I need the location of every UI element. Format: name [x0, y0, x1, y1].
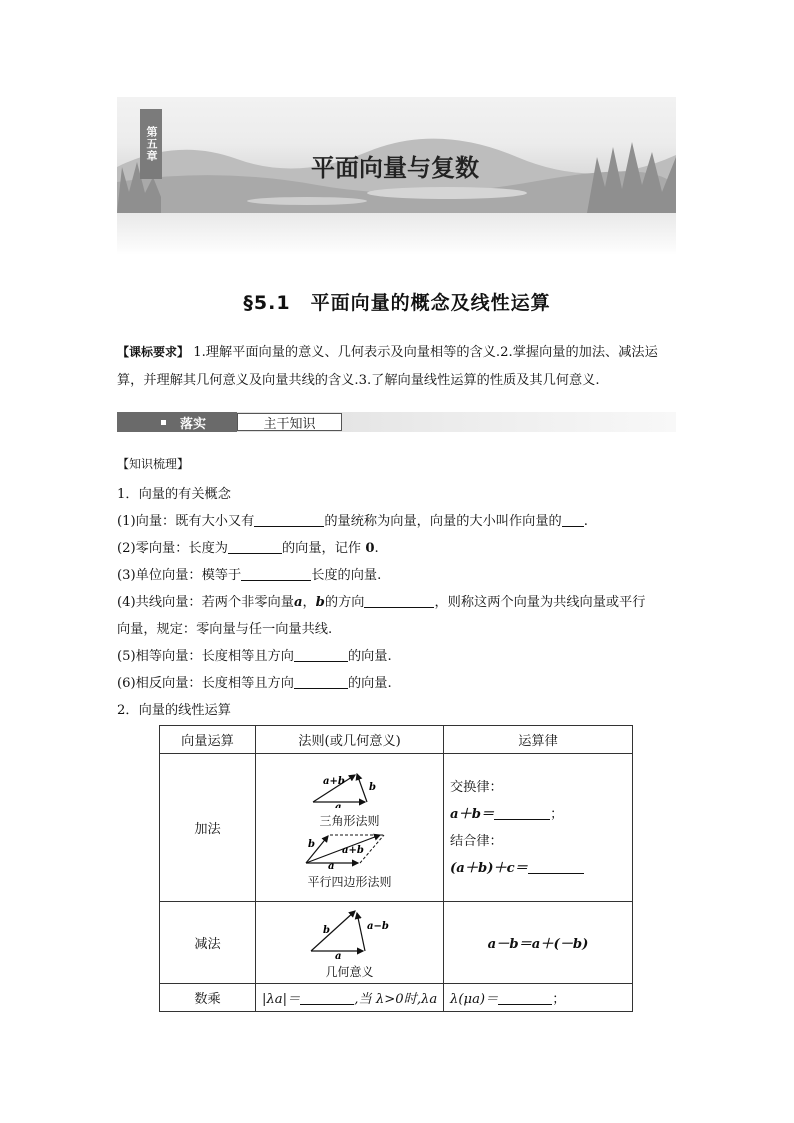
table-row-addition — [160, 754, 633, 902]
section-bar-dark-label: 落实 — [180, 416, 207, 432]
requirements — [117, 338, 679, 395]
line-text: (4)共线向量：若两个非零向量 — [117, 595, 294, 610]
scalar-rule-cond: ,当 λ>0时,λa — [354, 992, 438, 1007]
vector-b: b — [315, 595, 325, 610]
answer-blank[interactable] — [300, 992, 354, 1005]
law-end: ； — [550, 806, 564, 822]
scalar-rule — [256, 984, 444, 1012]
section-title: §5.1 平面向量的概念及线性运算 — [243, 292, 551, 314]
answer-blank[interactable] — [528, 861, 584, 874]
line-text: (3)单位向量：模等于 — [117, 568, 242, 583]
line-text: 的方向 — [324, 595, 365, 610]
knowledge-tag: 【知识梳理】 — [117, 457, 190, 471]
addition-laws — [444, 754, 633, 902]
answer-blank[interactable] — [228, 541, 282, 554]
answer-blank[interactable] — [254, 514, 324, 527]
line-text: 长度的向量. — [311, 568, 382, 583]
line-text: (6)相反向量：长度相等且方向 — [117, 676, 294, 691]
table-header-row — [160, 726, 633, 754]
addition-figures — [256, 754, 444, 902]
associative-label: 结合律： — [450, 833, 503, 849]
chapter-title: 平面向量与复数 — [311, 154, 479, 182]
line-vector — [117, 510, 588, 529]
subtraction-name: 减法 — [160, 902, 256, 984]
line-text: ，则称这两个向量为共线向量或平行 — [434, 595, 646, 610]
subtraction-law — [444, 902, 633, 984]
line-text: (2)零向量：长度为 — [117, 541, 228, 556]
commutative-label: 交换律： — [450, 779, 503, 795]
line-text: . — [583, 514, 588, 529]
vector-a: a — [293, 595, 303, 610]
requirements-text: 1.理解平面向量的意义、几何表示及向量相等的含义.2.掌握向量的加法、减法运算，并理解其几何意义及向量共线的含义.3.了解向量线性运算的性质及其几何意义. — [117, 345, 658, 388]
scalar-rule-expr: |λa|＝ — [262, 992, 301, 1007]
parallelogram-caption: 平行四边形法则 — [307, 874, 392, 889]
section-bar-dark — [117, 412, 237, 432]
line-text: 的向量. — [347, 676, 392, 691]
line-text: (1)向量：既有大小又有 — [117, 514, 255, 529]
answer-blank[interactable] — [294, 649, 348, 662]
line-zero-vector — [117, 537, 379, 556]
header-operation: 向量运算 — [160, 726, 256, 754]
line-equal-vector — [117, 645, 392, 664]
line-text: 的量统称为向量，向量的大小叫作向量的 — [324, 514, 562, 529]
scalar-law-expr: λ(μa)＝ — [450, 992, 499, 1007]
label-a: a — [334, 801, 341, 808]
line-text: ， — [302, 595, 316, 610]
line-opposite-vector — [117, 672, 392, 691]
section-bar-light: 主干知识 — [237, 413, 342, 431]
label-a-plus-b: a+b — [341, 844, 364, 856]
triangle-caption: 三角形法则 — [319, 813, 380, 828]
answer-blank[interactable] — [498, 992, 552, 1005]
table-row-subtraction — [160, 902, 633, 984]
associative-law — [450, 855, 632, 882]
line-text: 的向量，记作 — [282, 541, 362, 556]
label-a-plus-b: a+b — [322, 775, 345, 787]
chapter-tab: 第五章 — [140, 109, 162, 179]
label-a: a — [334, 951, 341, 959]
line-text: 的向量. — [347, 649, 392, 664]
answer-blank[interactable] — [241, 568, 311, 581]
label-a: a — [327, 860, 334, 869]
associative-expr: (a＋b)＋c＝ — [450, 860, 528, 876]
addition-name: 加法 — [160, 754, 256, 902]
label-b: b — [368, 781, 376, 793]
subtraction-figure — [256, 902, 444, 984]
parallelogram-rule-diagram — [300, 829, 400, 869]
table-row-scalar — [160, 984, 633, 1012]
header-law: 运算律 — [444, 726, 633, 754]
label-b: b — [322, 925, 330, 936]
commutative-law — [450, 801, 632, 828]
square-bullet-icon — [161, 420, 166, 425]
line-unit-vector — [117, 564, 381, 583]
label-b: b — [307, 838, 315, 850]
commutative-expr: a＋b＝ — [450, 806, 495, 822]
zero-vector-symbol: 0 — [365, 541, 375, 556]
subtraction-caption: 几何意义 — [325, 965, 374, 979]
linear-operations-table — [159, 725, 633, 1012]
line-collinear-cont: 向量，规定：零向量与任一向量共线. — [117, 622, 333, 637]
subtraction-diagram — [305, 905, 395, 959]
answer-blank[interactable] — [364, 595, 434, 608]
law-end: ； — [552, 992, 566, 1007]
answer-blank[interactable] — [294, 676, 348, 689]
label-a-minus-b: a−b — [366, 921, 389, 932]
requirements-tag: 【课标要求】 — [117, 345, 190, 359]
line-text: . — [374, 541, 379, 556]
triangle-rule-diagram — [305, 766, 395, 808]
scalar-name: 数乘 — [160, 984, 256, 1012]
banner-shadow — [117, 213, 676, 255]
answer-blank[interactable] — [562, 514, 584, 527]
answer-blank[interactable] — [494, 807, 550, 820]
scalar-law — [444, 984, 633, 1012]
subtraction-law-expr: a－b＝a＋(－b) — [487, 937, 589, 952]
line-text: (5)相等向量：长度相等且方向 — [117, 649, 294, 664]
heading-concepts: 1．向量的有关概念 — [117, 487, 231, 502]
heading-linear-ops: 2．向量的线性运算 — [117, 703, 231, 718]
line-collinear — [117, 591, 645, 610]
header-rule: 法则(或几何意义) — [256, 726, 444, 754]
